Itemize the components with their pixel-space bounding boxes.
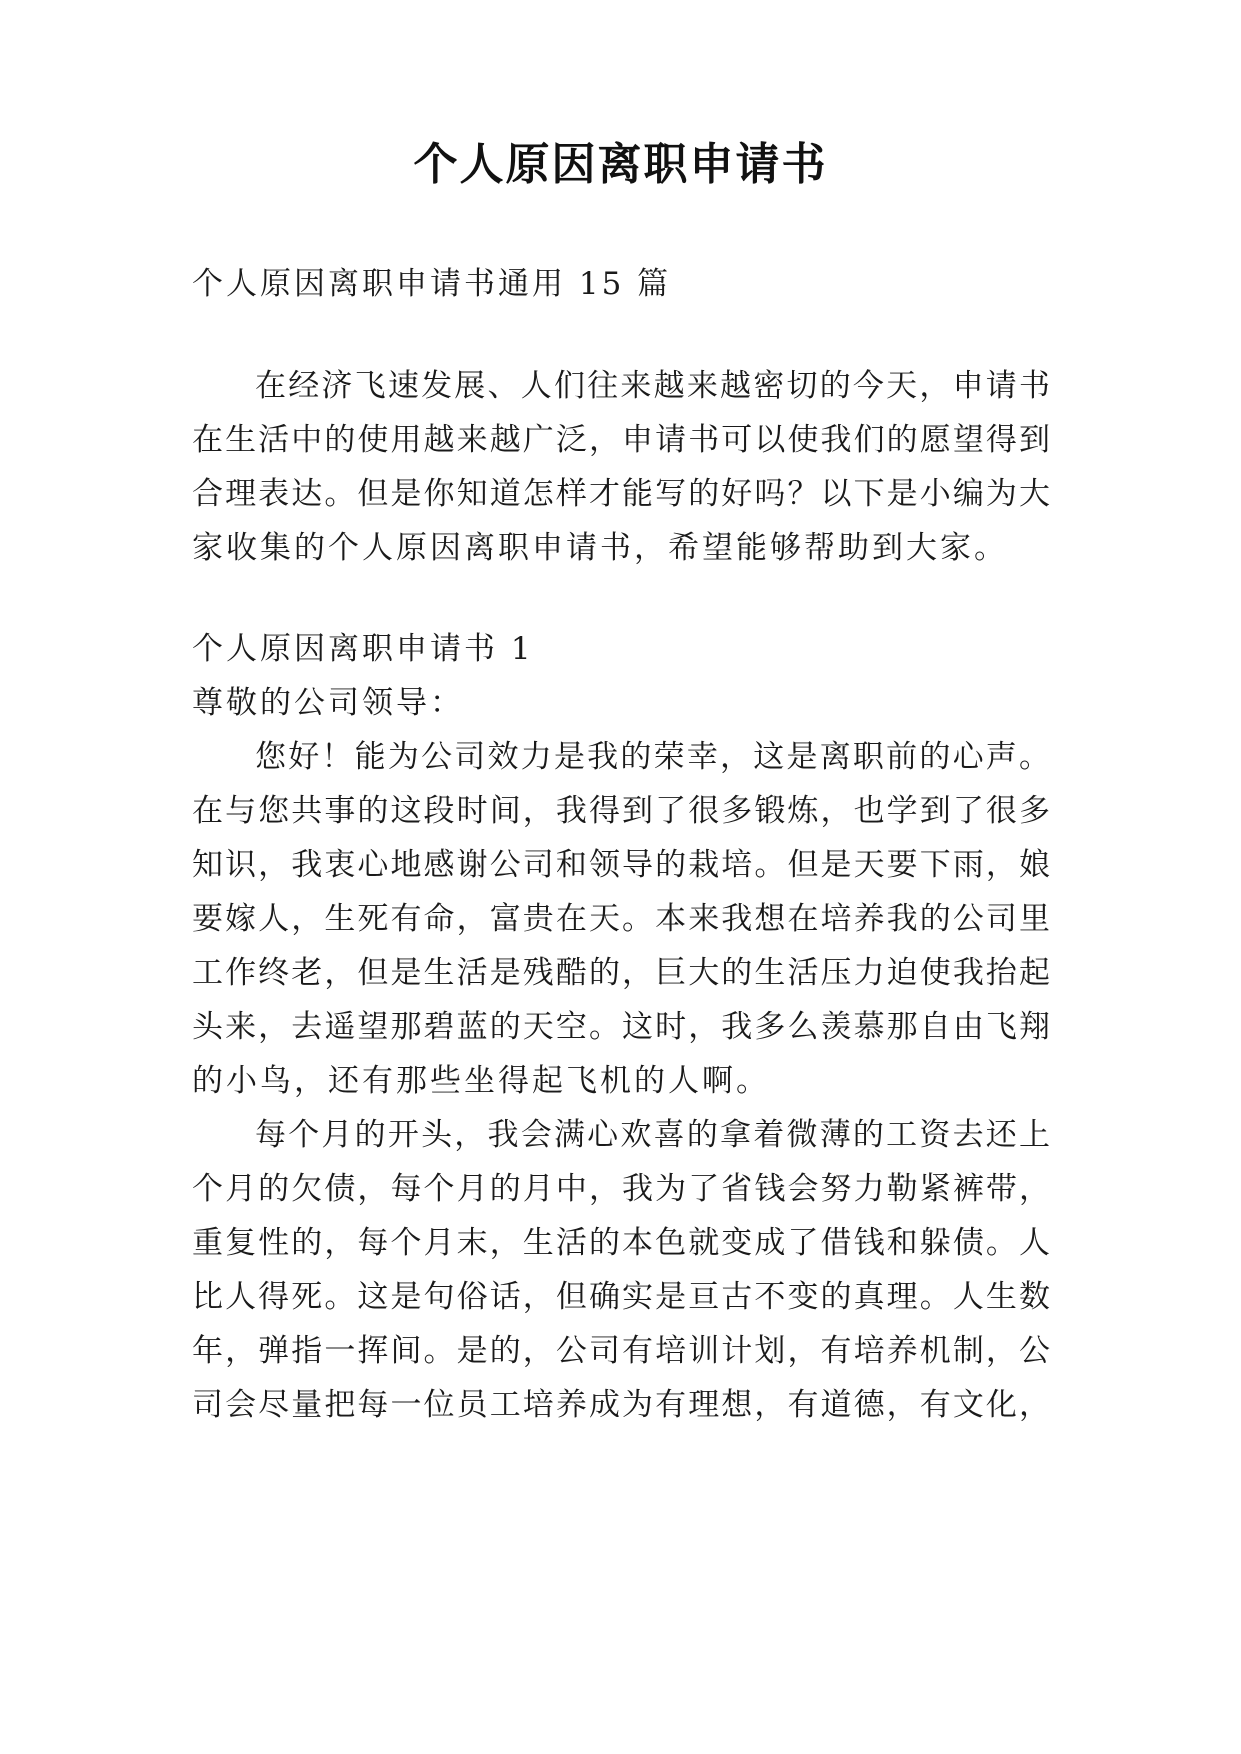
paragraph2-line: 每个月的开头，我会满心欢喜的拿着微薄的工资去还上: [255, 1117, 1050, 1153]
salutation: 尊敬的公司领导：: [192, 685, 464, 721]
paragraph1-line: 头来，去遥望那碧蓝的天空。这时，我多么羡慕那自由飞翔: [192, 1009, 1050, 1045]
section-heading: 个人原因离职申请书 1: [192, 631, 534, 667]
intro-line: 在经济飞速发展、人们往来越来越密切的今天，申请书: [255, 368, 1050, 404]
paragraph1-line: 的小鸟，还有那些坐得起飞机的人啊。: [192, 1063, 770, 1099]
paragraph2-line: 司会尽量把每一位员工培养成为有理想，有道德，有文化，: [192, 1387, 1050, 1423]
paragraph1-line: 在与您共事的这段时间，我得到了很多锻炼，也学到了很多: [192, 793, 1050, 829]
paragraph1-line: 您好！能为公司效力是我的荣幸，这是离职前的心声。: [255, 739, 1050, 775]
paragraph2-line: 个月的欠债，每个月的月中，我为了省钱会努力勒紧裤带，: [192, 1171, 1050, 1207]
paragraph1-line: 工作终老，但是生活是残酷的，巨大的生活压力迫使我抬起: [192, 955, 1050, 991]
document-subtitle: 个人原因离职申请书通用 15 篇: [192, 266, 672, 302]
paragraph2-line: 重复性的，每个月末，生活的本色就变成了借钱和躲债。人: [192, 1225, 1050, 1261]
intro-line: 合理表达。但是你知道怎样才能写的好吗？以下是小编为大: [192, 476, 1050, 512]
intro-line: 在生活中的使用越来越广泛，申请书可以使我们的愿望得到: [192, 422, 1050, 458]
intro-line: 家收集的个人原因离职申请书，希望能够帮助到大家。: [192, 530, 1008, 566]
document-title: 个人原因离职申请书: [413, 139, 828, 190]
paragraph1-line: 要嫁人，生死有命，富贵在天。本来我想在培养我的公司里: [192, 901, 1050, 937]
paragraph1-line: 知识，我衷心地感谢公司和领导的栽培。但是天要下雨，娘: [192, 847, 1050, 883]
paragraph2-line: 比人得死。这是句俗话，但确实是亘古不变的真理。人生数: [192, 1279, 1050, 1315]
paragraph2-line: 年，弹指一挥间。是的，公司有培训计划，有培养机制，公: [192, 1333, 1050, 1369]
